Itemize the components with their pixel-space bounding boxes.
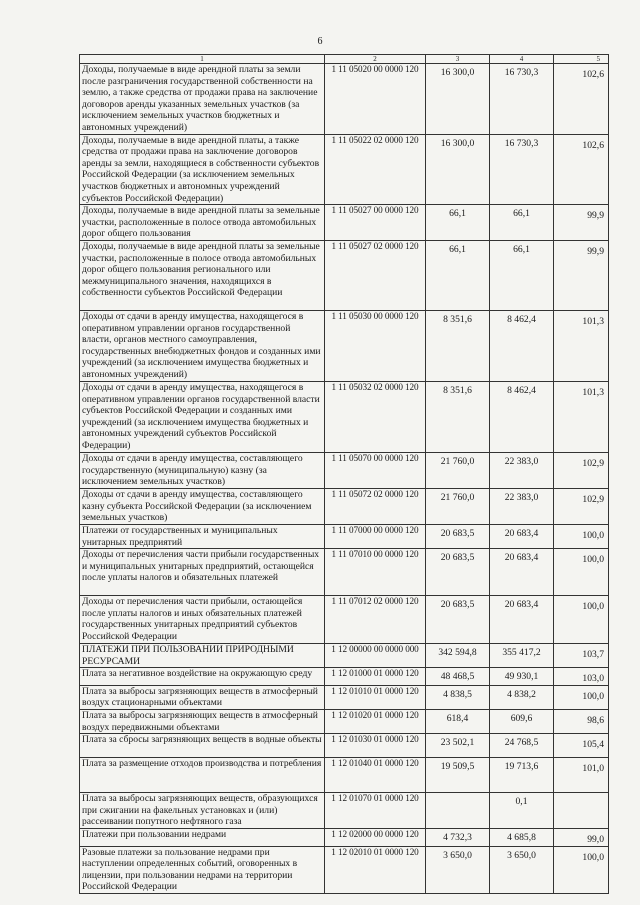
- table-row: [80, 846, 609, 893]
- row-percent: 100,0: [554, 685, 609, 709]
- table-body: [80, 55, 609, 894]
- row-fact-value: 8 462,4: [490, 310, 554, 381]
- row-plan-value: 21 760,0: [426, 452, 490, 488]
- row-plan-value: 342 594,8: [426, 644, 490, 668]
- row-percent: 99,9: [554, 240, 609, 310]
- row-plan-value: 8 351,6: [426, 310, 490, 381]
- row-fact-value: 16 730,3: [490, 134, 554, 205]
- row-fact-value: 16 730,3: [490, 64, 554, 135]
- row-plan-value: 21 760,0: [426, 488, 490, 524]
- row-percent: 98,6: [554, 710, 609, 734]
- row-plan-value: 23 502,1: [426, 734, 490, 758]
- table-row: [80, 829, 609, 847]
- table-row: [80, 685, 609, 709]
- row-code: 1 12 01070 01 0000 120: [325, 793, 426, 829]
- row-percent: 105,4: [554, 734, 609, 758]
- row-code: 1 11 05032 02 0000 120: [325, 381, 426, 452]
- column-number-2: 2: [325, 55, 426, 64]
- row-plan-value: 16 300,0: [426, 134, 490, 205]
- row-plan-value: 66,1: [426, 205, 490, 241]
- row-fact-value: 3 650,0: [490, 846, 554, 893]
- column-number-4: 4: [490, 55, 554, 64]
- row-fact-value: 22 383,0: [490, 452, 554, 488]
- row-code: 1 12 00000 00 0000 000: [325, 644, 426, 668]
- table-row: [80, 64, 609, 135]
- row-percent: 102,9: [554, 488, 609, 524]
- row-code: 1 12 02000 00 0000 120: [325, 829, 426, 847]
- table-row: [80, 524, 609, 548]
- row-fact-value: 66,1: [490, 205, 554, 241]
- row-name: Плата за выбросы загрязняющих веществ, образующихся при сжигании на факельных установках и (или) рассеивании попутного нефтяного газа: [80, 793, 325, 829]
- row-name: Разовые платежи за пользование недрами при наступлении определенных событий, оговоренных в лицензии, при пользовании недрами на территории Российской Федерации: [80, 846, 325, 893]
- row-code: 1 11 05020 00 0000 120: [325, 64, 426, 135]
- row-plan-value: 3 650,0: [426, 846, 490, 893]
- row-fact-value: 8 462,4: [490, 381, 554, 452]
- row-code: 1 11 05027 00 0000 120: [325, 205, 426, 241]
- row-code: 1 11 07010 00 0000 120: [325, 549, 426, 596]
- row-fact-value: 0,1: [490, 793, 554, 829]
- row-fact-value: 355 417,2: [490, 644, 554, 668]
- table-row: [80, 758, 609, 793]
- row-fact-value: 4 838,2: [490, 685, 554, 709]
- row-name: Плата за размещение отходов производства и потребления: [80, 758, 325, 793]
- table-row: [80, 644, 609, 668]
- row-name: Платежи от государственных и муниципальных унитарных предприятий: [80, 524, 325, 548]
- table-row: [80, 240, 609, 310]
- row-percent: 103,7: [554, 644, 609, 668]
- row-plan-value: 20 683,5: [426, 524, 490, 548]
- row-name: Доходы, получаемые в виде арендной платы за земельные участки, расположенные в полосе отвода автомобильных дорог общего пользования: [80, 205, 325, 241]
- column-number-1: 1: [80, 55, 325, 64]
- row-code: 1 11 05072 02 0000 120: [325, 488, 426, 524]
- row-name: Доходы от перечисления части прибыли, остающейся после уплаты налогов и иных обязательных платежей государственных унитарных предприятий субъектов Российской Федерации: [80, 596, 325, 644]
- table-row: [80, 134, 609, 205]
- row-percent: 102,9: [554, 452, 609, 488]
- row-code: 1 11 05030 00 0000 120: [325, 310, 426, 381]
- row-plan-value: 19 509,5: [426, 758, 490, 793]
- row-fact-value: 49 930,1: [490, 668, 554, 686]
- row-percent: 101,0: [554, 758, 609, 793]
- row-percent: 100,0: [554, 524, 609, 548]
- row-name: Плата за выбросы загрязняющих веществ в атмосферный воздух стационарными объектами: [80, 685, 325, 709]
- row-code: 1 11 05027 02 0000 120: [325, 240, 426, 310]
- row-percent: 102,6: [554, 134, 609, 205]
- column-number-5: 5: [554, 55, 609, 64]
- row-plan-value: 4 838,5: [426, 685, 490, 709]
- row-percent: 103,0: [554, 668, 609, 686]
- row-code: 1 12 02010 01 0000 120: [325, 846, 426, 893]
- table-row: [80, 710, 609, 734]
- row-fact-value: 20 683,4: [490, 524, 554, 548]
- row-fact-value: 20 683,4: [490, 596, 554, 644]
- row-name: Доходы от сдачи в аренду имущества, находящегося в оперативном управлении органов государственной власти субъектов Российской Федерации и созданных ими учреждений (за исключением имущества бюджетных и автономных учреждений субъектов Российской Федерации): [80, 381, 325, 452]
- column-number-3: 3: [426, 55, 490, 64]
- row-fact-value: 19 713,6: [490, 758, 554, 793]
- row-plan-value: 618,4: [426, 710, 490, 734]
- table-row: [80, 488, 609, 524]
- column-number-row: [80, 55, 609, 64]
- table-row: [80, 381, 609, 452]
- row-plan-value: [426, 793, 490, 829]
- row-plan-value: 66,1: [426, 240, 490, 310]
- table-row: [80, 668, 609, 686]
- row-code: 1 11 05022 02 0000 120: [325, 134, 426, 205]
- page-number: 6: [317, 36, 323, 47]
- table-row: [80, 549, 609, 596]
- row-percent: 99,9: [554, 205, 609, 241]
- row-code: 1 11 07012 02 0000 120: [325, 596, 426, 644]
- row-code: 1 12 01040 01 0000 120: [325, 758, 426, 793]
- row-percent: 101,3: [554, 310, 609, 381]
- row-code: 1 12 01030 01 0000 120: [325, 734, 426, 758]
- row-name: Доходы, получаемые в виде арендной платы за земли после разграничения государственной собственности на землю, а также средства от продажи права на заключение договоров аренды указанных земельных участков (за исключением земельных участков бюджетных и автономных учреждений): [80, 64, 325, 135]
- row-percent: 100,0: [554, 846, 609, 893]
- row-code: 1 11 07000 00 0000 120: [325, 524, 426, 548]
- row-fact-value: 4 685,8: [490, 829, 554, 847]
- row-name: Доходы, получаемые в виде арендной платы за земельные участки, расположенные в полосе отвода автомобильных дорог общего пользования регионального или межмуниципального значения, находящихся в собственности субъектов Российской Федерации: [80, 240, 325, 310]
- row-name: ПЛАТЕЖИ ПРИ ПОЛЬЗОВАНИИ ПРИРОДНЫМИ РЕСУРСАМИ: [80, 644, 325, 668]
- row-percent: [554, 793, 609, 829]
- row-fact-value: 24 768,5: [490, 734, 554, 758]
- table-row: [80, 310, 609, 381]
- row-fact-value: 66,1: [490, 240, 554, 310]
- row-name: Доходы от сдачи в аренду имущества, находящегося в оперативном управлении органов государственной власти, органов местного самоуправления, государственных внебюджетных фондов и созданных ими учреждений (за исключением имущества бюджетных и автономных учреждений): [80, 310, 325, 381]
- row-code: 1 12 01000 01 0000 120: [325, 668, 426, 686]
- table-row: [80, 596, 609, 644]
- row-percent: 99,0: [554, 829, 609, 847]
- row-plan-value: 16 300,0: [426, 64, 490, 135]
- row-name: Плата за сбросы загрязняющих веществ в водные объекты: [80, 734, 325, 758]
- row-code: 1 11 05070 00 0000 120: [325, 452, 426, 488]
- table-row: [80, 452, 609, 488]
- row-name: Доходы от сдачи в аренду имущества, составляющего государственную (муниципальную) казну (за исключением земельных участков): [80, 452, 325, 488]
- row-name: Плата за выбросы загрязняющих веществ в атмосферный воздух передвижными объектами: [80, 710, 325, 734]
- row-percent: 102,6: [554, 64, 609, 135]
- row-fact-value: 609,6: [490, 710, 554, 734]
- revenue-table: [79, 54, 609, 894]
- row-percent: 100,0: [554, 596, 609, 644]
- row-code: 1 12 01010 01 0000 120: [325, 685, 426, 709]
- table-row: [80, 205, 609, 241]
- row-name: Доходы, получаемые в виде арендной платы, а также средства от продажи права на заключение договоров аренды за земли, находящиеся в собственности субъектов Российской Федерации (за исключением земельных участков бюджетных и автономных учреждений субъектов Российской Федерации): [80, 134, 325, 205]
- row-plan-value: 20 683,5: [426, 549, 490, 596]
- table-row: [80, 793, 609, 829]
- row-fact-value: 22 383,0: [490, 488, 554, 524]
- row-percent: 101,3: [554, 381, 609, 452]
- row-plan-value: 8 351,6: [426, 381, 490, 452]
- row-name: Доходы от сдачи в аренду имущества, составляющего казну субъекта Российской Федерации (за исключением земельных участков): [80, 488, 325, 524]
- row-name: Платежи при пользовании недрами: [80, 829, 325, 847]
- table-row: [80, 734, 609, 758]
- row-name: Доходы от перечисления части прибыли государственных и муниципальных унитарных предприятий, остающейся после уплаты налогов и обязательных платежей: [80, 549, 325, 596]
- row-code: 1 12 01020 01 0000 120: [325, 710, 426, 734]
- row-plan-value: 20 683,5: [426, 596, 490, 644]
- row-plan-value: 48 468,5: [426, 668, 490, 686]
- row-plan-value: 4 732,3: [426, 829, 490, 847]
- row-name: Плата за негативное воздействие на окружающую среду: [80, 668, 325, 686]
- row-fact-value: 20 683,4: [490, 549, 554, 596]
- row-percent: 100,0: [554, 549, 609, 596]
